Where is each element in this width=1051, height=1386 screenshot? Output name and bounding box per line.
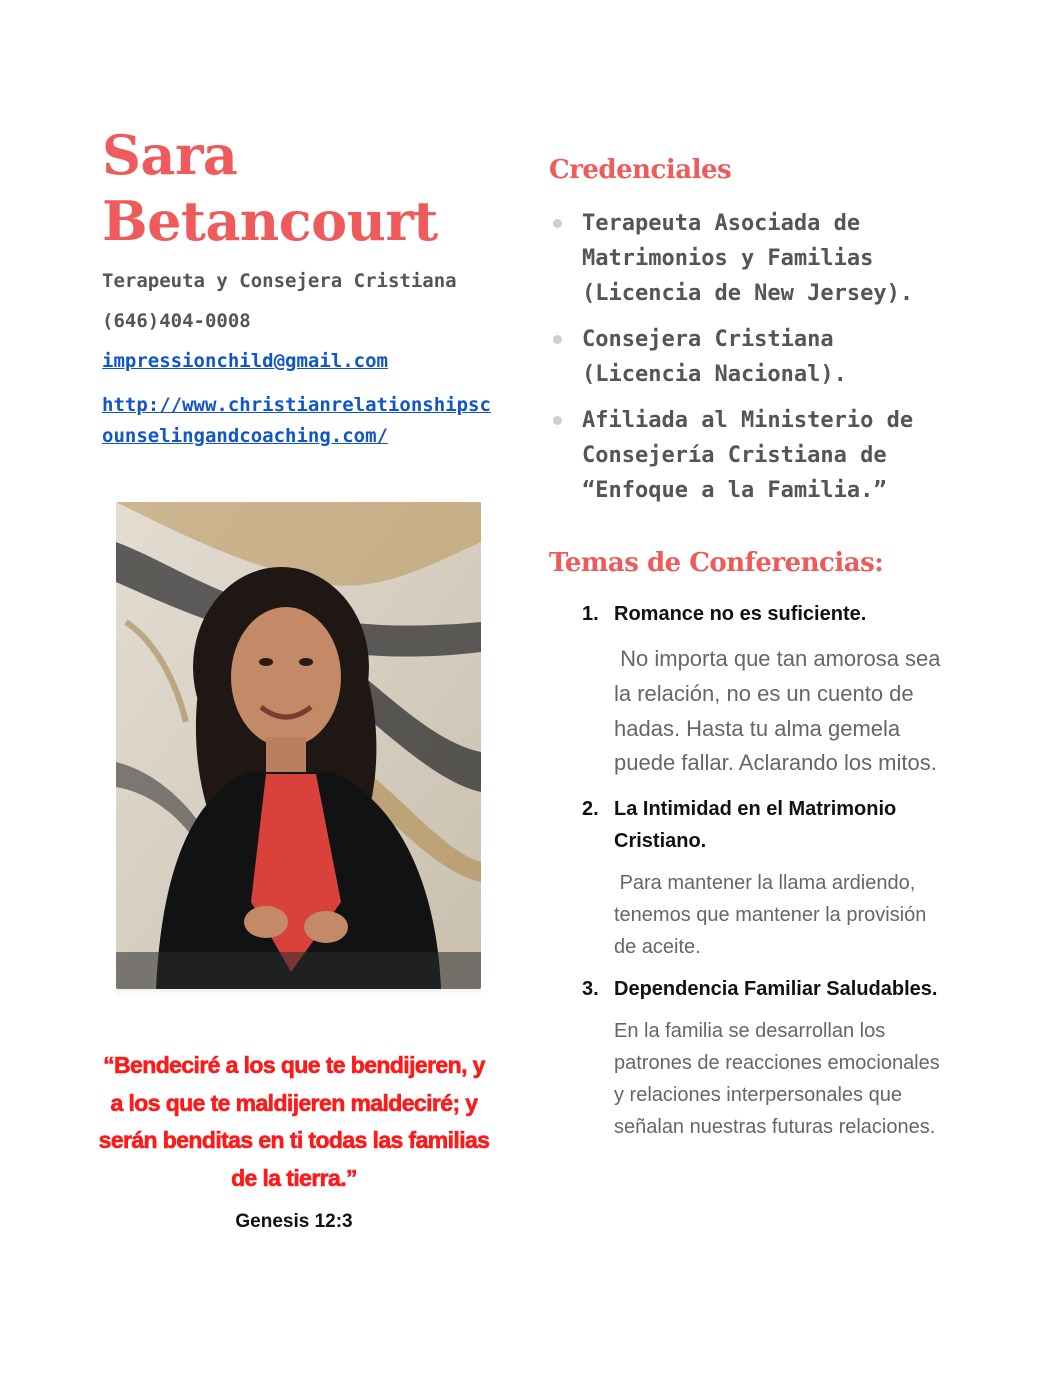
conference-title: Dependencia Familiar Saludables. (614, 978, 938, 1001)
conference-item (582, 598, 942, 781)
credential-item (549, 403, 949, 508)
conferences-title: Temas de Conferencias: (549, 548, 884, 578)
conference-number: 2. (582, 798, 599, 821)
portrait-photo (116, 502, 481, 989)
subtitle: Terapeuta y Consejera Cristiana (102, 270, 457, 292)
conference-item (582, 973, 942, 1143)
bullet-icon (553, 416, 562, 425)
credentials-list (549, 206, 949, 519)
first-name: Sara (102, 123, 238, 187)
phone-number: (646)404-0008 (102, 310, 251, 332)
bullet-icon (553, 219, 562, 228)
conference-description: En la familia se desarrollan los patrones de reacciones emocionales y relaciones interpersonales que señalan nuestras futuras relaciones. (614, 1020, 940, 1139)
conference-description: Para mantener la llama ardiendo, tenemos que mantener la provisión de aceite. (614, 872, 927, 959)
quote-reference: Genesis 12:3 (235, 1211, 353, 1232)
conference-description: No importa que tan amorosa sea la relación, no es un cuento de hadas. Hasta tu alma gemela puede fallar. Aclarando los mitos. (614, 646, 941, 776)
bullet-icon (553, 335, 562, 344)
conference-title: Romance no es suficiente. (614, 603, 867, 625)
conference-item (582, 793, 942, 963)
credential-text: Consejera Cristiana (Licencia Nacional). (582, 327, 847, 387)
website-link[interactable]: http://www.christianrelationshipscounselingandcoaching.com/ (102, 394, 491, 447)
conference-number: 3. (582, 978, 599, 1001)
photo-shadow (116, 989, 481, 997)
conferences-list (582, 598, 942, 1143)
credential-text: Terapeuta Asociada de Matrimonios y Familias (Licencia de New Jersey). (582, 211, 914, 306)
credential-text: Afiliada al Ministerio de Consejería Cristiana de “Enfoque a la Familia.” (582, 408, 914, 503)
name-heading (102, 122, 502, 254)
email-link[interactable]: impressionchild@gmail.com (102, 350, 388, 372)
bible-quote: “Bendeciré a los que te bendijeren, y a los que te maldijeren maldeciré; y serán benditas en ti todas las familias de la tierra.” (98, 1052, 490, 1191)
last-name: Betancourt (102, 189, 438, 253)
conference-number: 1. (582, 603, 599, 625)
credential-item (549, 322, 949, 392)
conference-title: La Intimidad en el Matrimonio Cristiano. (614, 798, 897, 853)
credential-item (549, 206, 949, 311)
credentials-title: Credenciales (549, 155, 732, 185)
